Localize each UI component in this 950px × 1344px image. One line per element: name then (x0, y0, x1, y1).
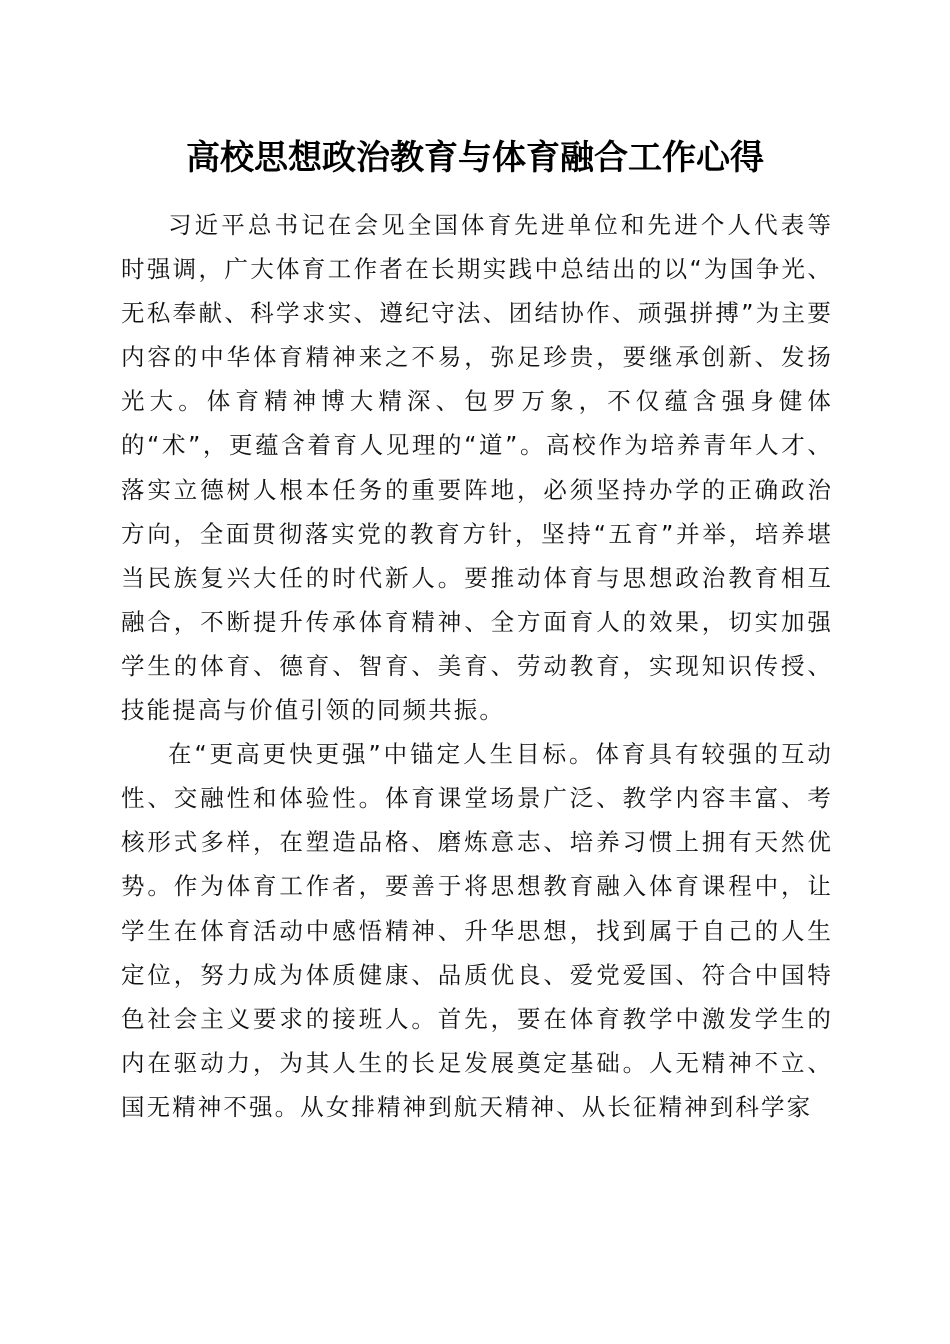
paragraph-goal: 在“更高更快更强”中锚定人生目标。体育具有较强的互动性、交融性和体验性。体育课堂场景广泛、教学内容丰富、考核形式多样，在塑造品格、磨炼意志、培养习惯上拥有天然优势。作为体育工作者，要善于将思想教育融入体育课程中，让学生在体育活动中感悟精神、升华思想，找到属于自己的人生定位，努力成为体质健康、品质优良、爱党爱国、符合中国特色社会主义要求的接班人。首先，要在体育教学中激发学生的内在驱动力，为其人生的长足发展奠定基础。人无精神不立、国无精神不强。从女排精神到航天精神、从长征精神到科学家 (121, 740, 833, 1121)
document-title: 高校思想政治教育与体育融合工作心得 (186, 138, 764, 178)
document-body (121, 203, 833, 1129)
paragraph-intro: 习近平总书记在会见全国体育先进单位和先进个人代表等时强调，广大体育工作者在长期实践中总结出的以“为国争光、无私奉献、科学求实、遵纪守法、团结协作、顽强拼搏”为主要内容的中华体育精神来之不易，弥足珍贵，要继承创新、发扬光大。体育精神博大精深、包罗万象，不仅蕴含强身健体的“术”，更蕴含着育人见理的“道”。高校作为培养青年人才、落实立德树人根本任务的重要阵地，必须坚持办学的正确政治方向，全面贯彻落实党的教育方针，坚持“五育”并举，培养堪当民族复兴大任的时代新人。要推动体育与思想政治教育相互融合，不断提升传承体育精神、全方面育人的效果，切实加强学生的体育、德育、智育、美育、劳动教育，实现知识传授、技能提高与价值引领的同频共振。 (121, 211, 833, 725)
